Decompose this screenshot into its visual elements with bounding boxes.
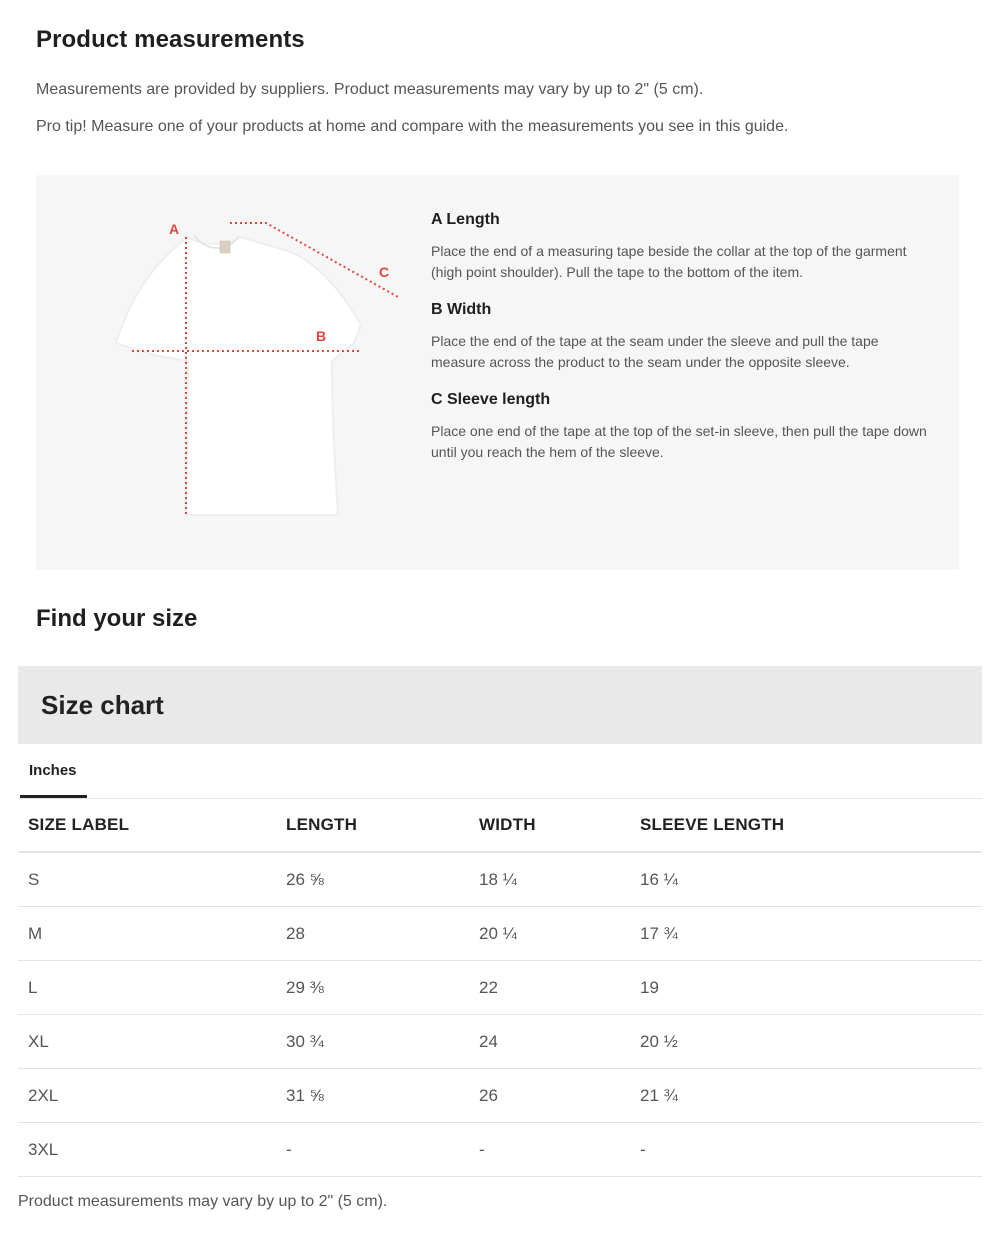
size-chart-title: Size chart bbox=[41, 690, 164, 720]
column-header-width: WIDTH bbox=[469, 798, 630, 852]
length-cell: 28 bbox=[276, 907, 469, 961]
table-row bbox=[18, 852, 982, 907]
length-cell: 26 ⅝ bbox=[276, 852, 469, 907]
diagram-label-b: B bbox=[316, 328, 327, 344]
diagram-label-a: A bbox=[169, 221, 180, 237]
size-label-cell: S bbox=[18, 852, 276, 907]
size-label-cell: L bbox=[18, 961, 276, 1015]
sleeve-length-cell: - bbox=[630, 1123, 982, 1177]
column-header-length: LENGTH bbox=[276, 798, 469, 852]
measurement-guide bbox=[36, 175, 959, 570]
chevron-up-icon[interactable]: ⌃ bbox=[938, 696, 950, 712]
width-cell: 22 bbox=[469, 961, 630, 1015]
width-cell: 24 bbox=[469, 1015, 630, 1069]
length-cell: 29 ⅜ bbox=[276, 961, 469, 1015]
table-row bbox=[18, 1015, 982, 1069]
pro-tip-text: Pro tip! Measure one of your products at home and compare with the measurements you see in this guide. bbox=[36, 118, 789, 135]
table-row bbox=[18, 1123, 982, 1177]
find-size-title: Find your size bbox=[36, 605, 198, 632]
length-cell: 31 ⅝ bbox=[276, 1069, 469, 1123]
diagram-label-c: C bbox=[379, 264, 390, 280]
table-row bbox=[18, 1069, 982, 1123]
unit-tabs bbox=[18, 744, 982, 799]
width-guide bbox=[431, 301, 931, 373]
table-row bbox=[18, 961, 982, 1015]
size-chart-footnote: Product measurements may vary by up to 2" (5 cm). bbox=[18, 1193, 388, 1210]
sleeve-length-cell: 19 bbox=[630, 961, 982, 1015]
sleeve-length-cell: 16 ¼ bbox=[630, 852, 982, 907]
length-guide-title: A Length bbox=[431, 211, 500, 228]
column-header-sleeve-length: SLEEVE LENGTH bbox=[630, 798, 982, 852]
tshirt-tag bbox=[220, 241, 230, 253]
size-table bbox=[18, 798, 982, 1177]
tshirt-shape bbox=[116, 237, 361, 515]
sleeve-guide-description: Place one end of the tape at the top of the set-in sleeve, then pull the tape down until you reach the hem of the sleeve. bbox=[431, 423, 927, 460]
size-label-cell: XL bbox=[18, 1015, 276, 1069]
table-header-row bbox=[18, 798, 982, 852]
length-cell: - bbox=[276, 1123, 469, 1177]
sleeve-length-cell: 17 ¾ bbox=[630, 907, 982, 961]
sleeve-guide bbox=[431, 391, 931, 463]
width-guide-description: Place the end of the tape at the seam under the sleeve and pull the tape measure across the product to the seam under the opposite sleeve. bbox=[431, 333, 879, 370]
length-cell: 30 ¾ bbox=[276, 1015, 469, 1069]
sleeve-length-cell: 21 ¾ bbox=[630, 1069, 982, 1123]
page-title: Product measurements bbox=[36, 26, 305, 53]
intro-text: Measurements are provided by suppliers. Product measurements may vary by up to 2" (5 cm). bbox=[36, 81, 704, 98]
measurement-descriptions bbox=[431, 211, 931, 481]
width-cell: - bbox=[469, 1123, 630, 1177]
size-label-cell: 2XL bbox=[18, 1069, 276, 1123]
tab-inches-label: Inches bbox=[29, 762, 77, 779]
size-label-cell: M bbox=[18, 907, 276, 961]
sleeve-guide-title: C Sleeve length bbox=[431, 391, 551, 408]
tshirt-diagram bbox=[76, 215, 416, 535]
length-guide-description: Place the end of a measuring tape beside the collar at the top of the garment (high point shoulder). Pull the tape to the bottom of the item. bbox=[431, 243, 907, 280]
width-guide-title: B Width bbox=[431, 301, 492, 318]
sleeve-length-cell: 20 ½ bbox=[630, 1015, 982, 1069]
size-label-cell: 3XL bbox=[18, 1123, 276, 1177]
width-cell: 26 bbox=[469, 1069, 630, 1123]
width-cell: 20 ¼ bbox=[469, 907, 630, 961]
table-row bbox=[18, 907, 982, 961]
size-chart-accordion[interactable] bbox=[18, 666, 982, 744]
column-header-size-label: SIZE LABEL bbox=[18, 798, 276, 852]
tab-inches[interactable] bbox=[20, 744, 87, 798]
width-cell: 18 ¼ bbox=[469, 852, 630, 907]
tshirt-illustration bbox=[76, 215, 416, 535]
length-guide bbox=[431, 211, 931, 283]
